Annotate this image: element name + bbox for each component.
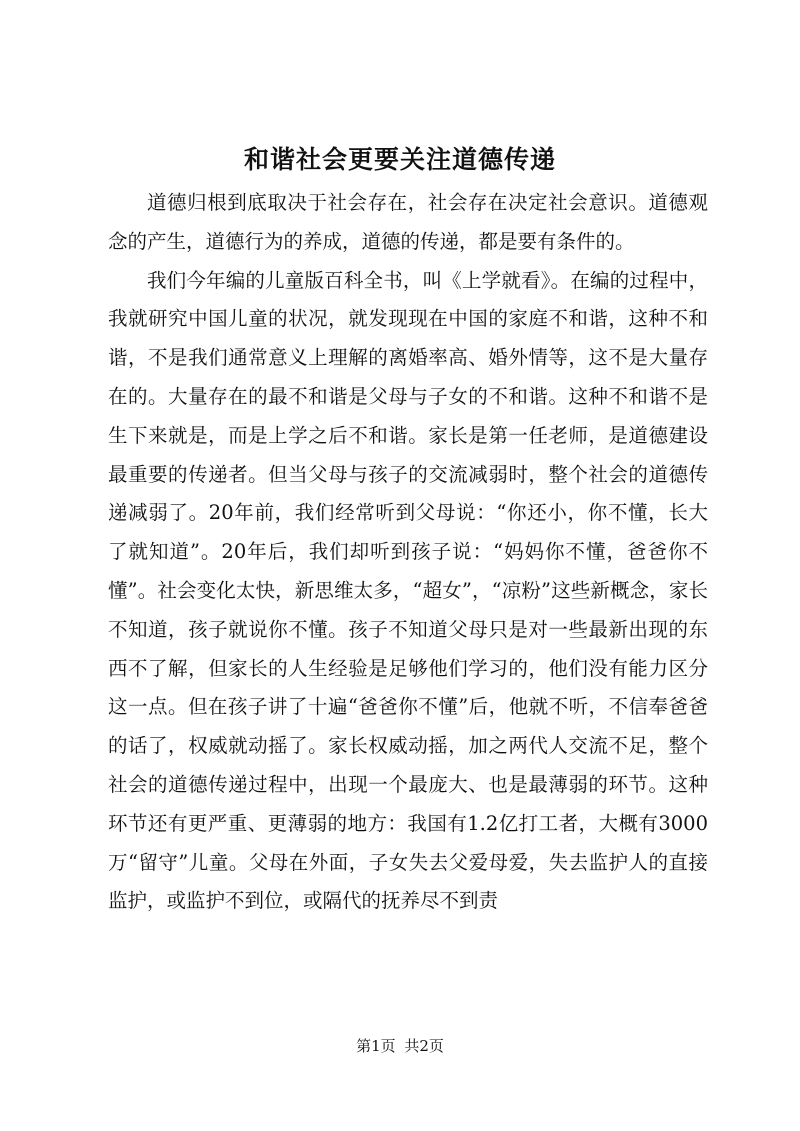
paragraph-1: 道德归根到底取决于社会存在，社会存在决定社会意识。道德观念的产生，道德行为的养成，道德的传递，都是要有条件的。 (108, 191, 708, 253)
document-title: 和谐社会更要关注道德传递 (243, 145, 556, 174)
page-number: 第1页 (356, 1037, 396, 1055)
document-body (108, 184, 708, 921)
paragraph-2: 我们今年编的儿童版百科全书，叫《上学就看》。在编的过程中，我就研究中国儿童的状况，就发现现在中国的家庭不和谐，这种不和谐，不是我们通常意义上理解的离婚率高、婚外情等，这不是大量存在的。大量存在的最不和谐是父母与子女的不和谐。这种不和谐不是生下来就是，而是上学之后不和谐。家长是第一任老师，是道德建设最重要的传递者。但当父母与孩子的交流减弱时，整个社会的道德传递减弱了。20年前，我们经常听到父母说：“你还小，你不懂，长大了就知道”。20年后，我们却听到孩子说：“妈妈你不懂，爸爸你不懂”。社会变化太快，新思维太多，“超女”，“凉粉”这些新概念，家长不知道，孩子就说你不懂。孩子不知道父母只是对一些最新出现的东西不了解，但家长的人生经验是足够他们学习的，他们没有能力区分这一点。但在孩子讲了十遍“爸爸你不懂”后，他就不听，不信奉爸爸的话了，权威就动摇了。家长权威动摇，加之两代人交流不足，整个社会的道德传递过程中，出现一个最庞大、也是最薄弱的环节。这种环节还有更严重、更薄弱的地方：我国有1.2亿打工者，大概有3000万“留守”儿童。父母在外面，子女失去父爱母爱，失去监护人的直接监护，或监护不到位，或隔代的抚养尽不到责 (108, 268, 708, 913)
page-total: 共2页 (404, 1037, 444, 1055)
page-footer (0, 1034, 800, 1058)
